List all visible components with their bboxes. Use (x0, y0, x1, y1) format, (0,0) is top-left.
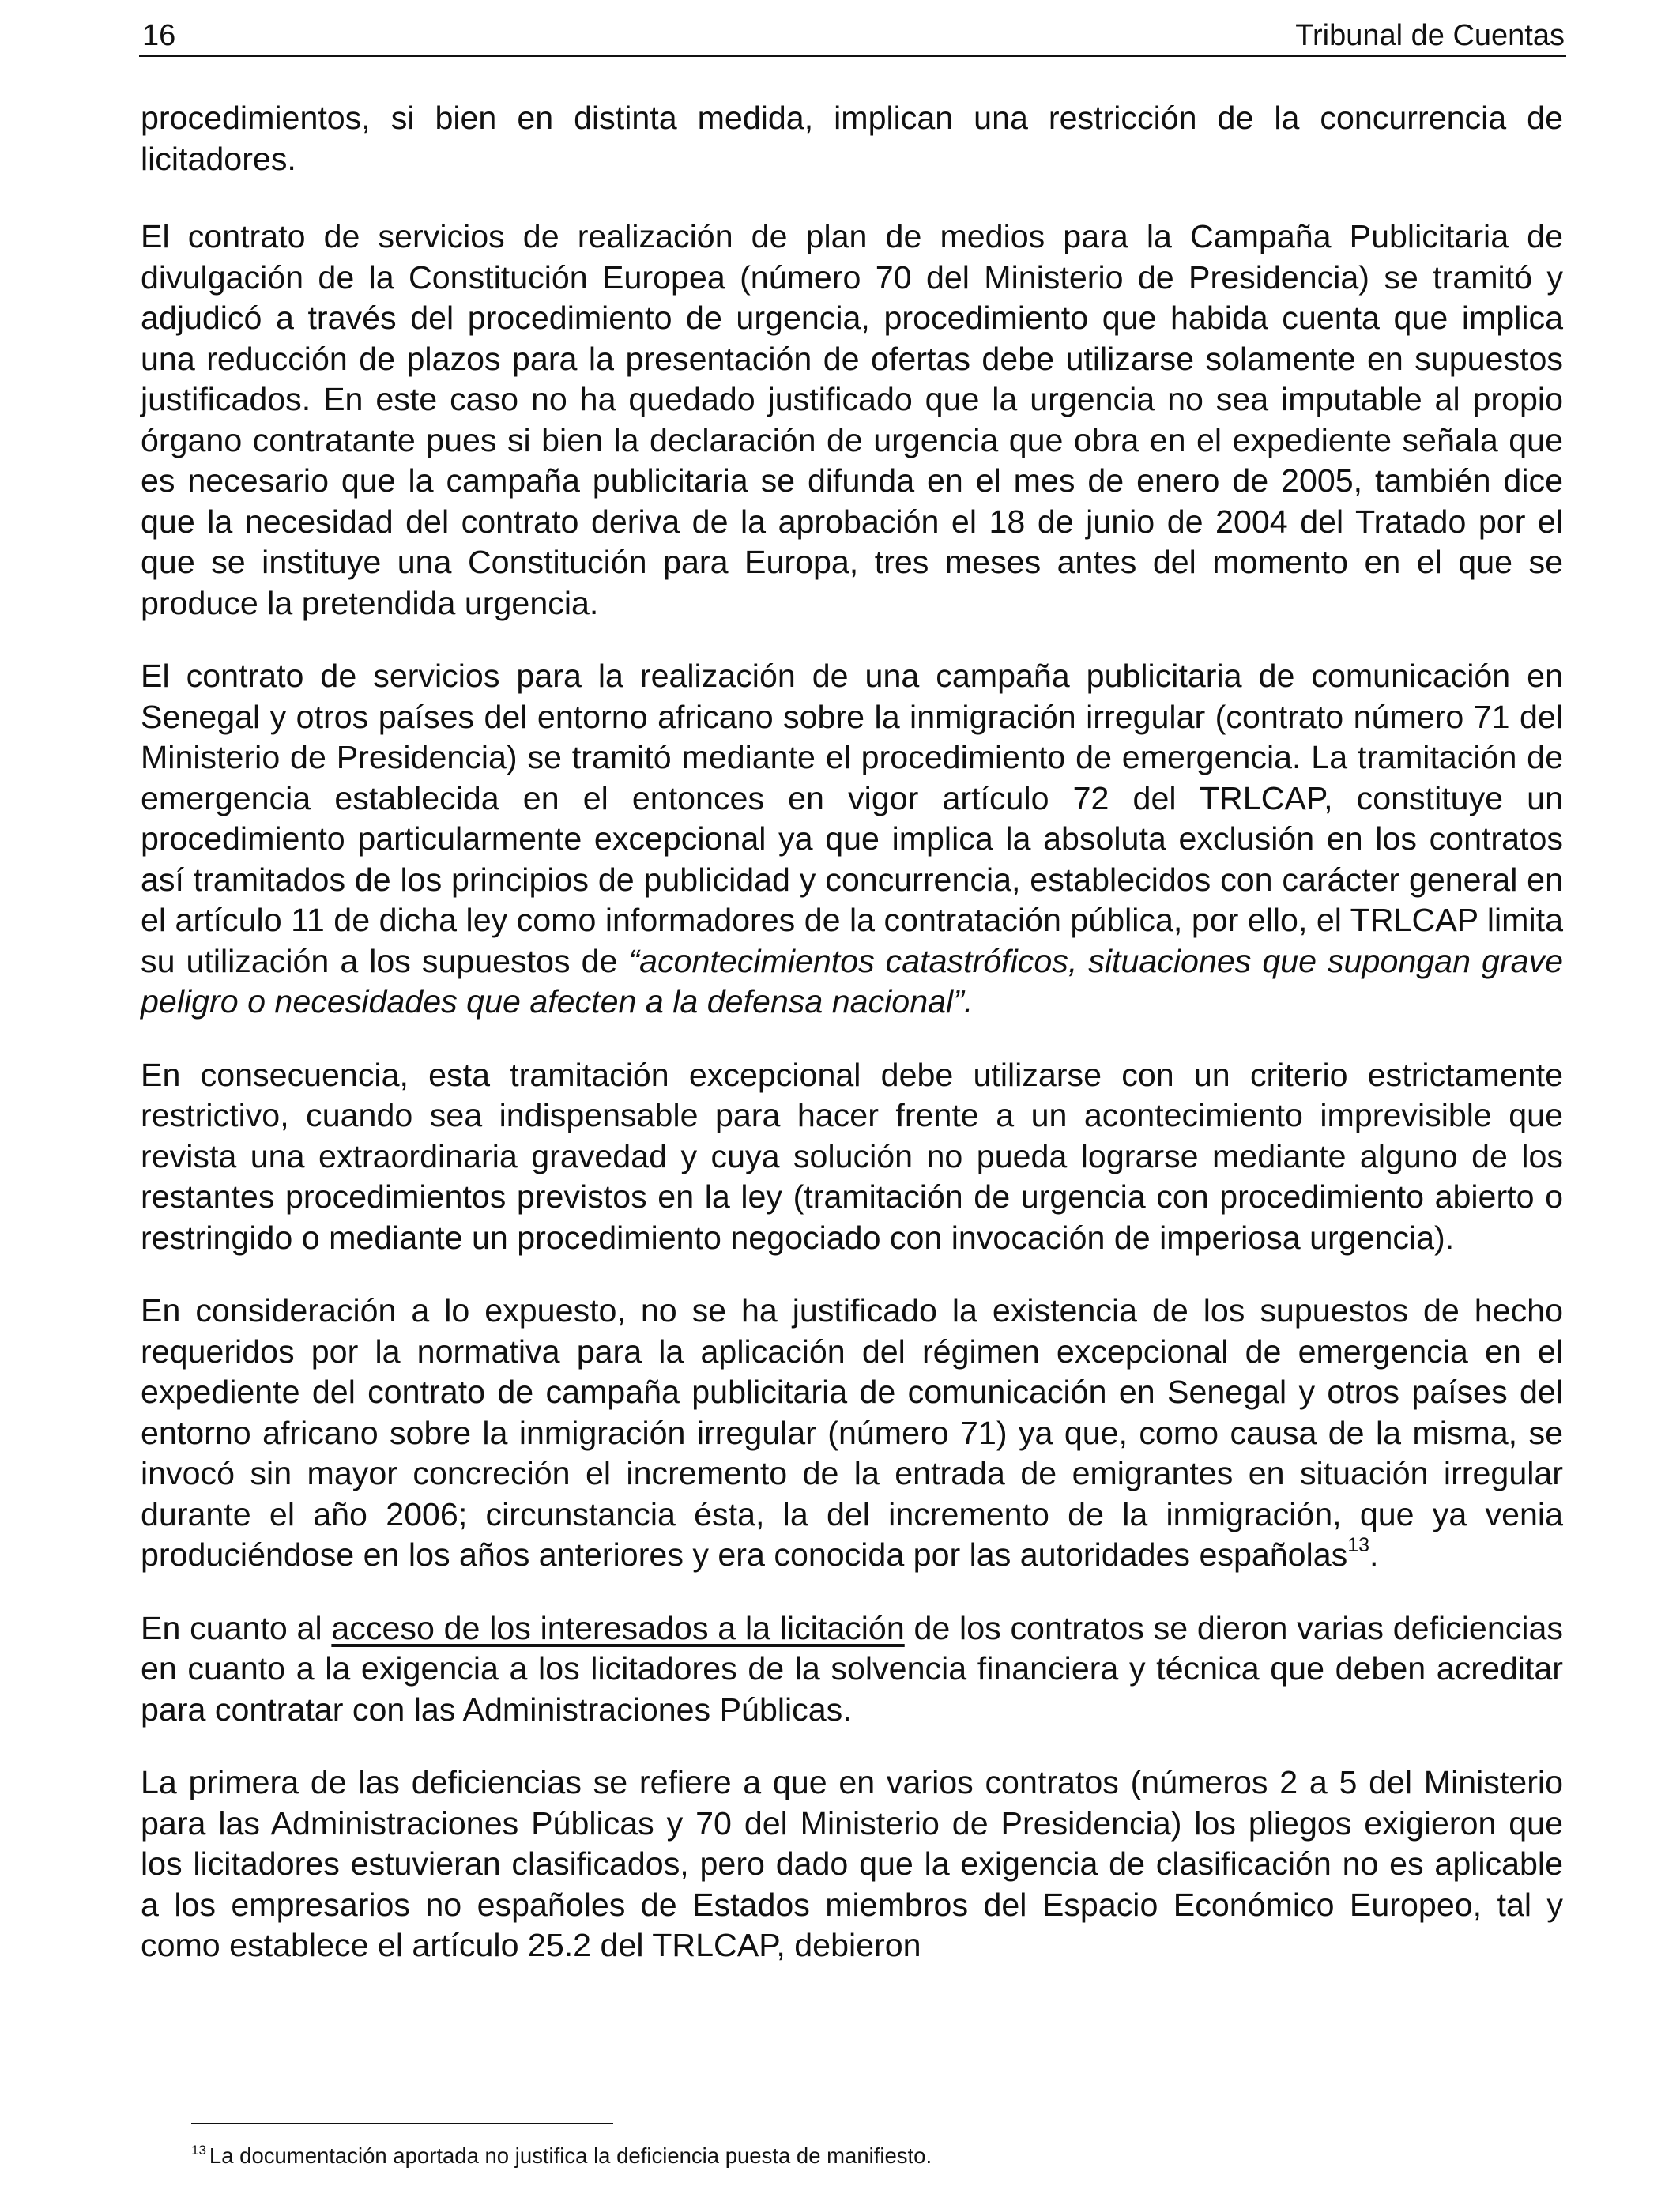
paragraph-2: El contrato de servicios de realización de plan de medios para la Campaña Publicitaria de divulgación de la Constitución Europea (número 70 del Ministerio de Presidencia) se tramitó y adjudicó a través del procedimiento de urgencia, procedimiento que habida cuenta que implica una reducción de plazos para la presentación de ofertas debe utilizarse solamente en supuestos justificados. En este caso no ha quedado justificado que la urgencia no sea imputable al propio órgano contratante pues si bien la declaración de urgencia que obra en el expediente señala que es necesario que la campaña publicitaria se difunda en el mes de enero de 2005, también dice que la necesidad del contrato deriva de la aprobación el 18 de junio de 2004 del Tratado por el que se instituye una Constitución para Europa, tres meses antes del momento en el que se produce la pretendida urgencia. (141, 218, 1563, 621)
paragraph-3-text: El contrato de servicios para la realización de una campaña publicitaria de comunicación en Senegal y otros países del entorno africano sobre la inmigración irregular (contrato número 71 del Ministerio de Presidencia) se tramitó mediante el procedimiento de emergencia. La tramitación de emergencia establecida en el entonces en vigor artículo 72 del TRLCAP, constituye un procedimiento particularmente excepcional ya que implica la absoluta exclusión en los contratos así tramitados de los principios de publicidad y concurrencia, establecidos con carácter general en el artículo 11 de dicha ley como informadores de la contratación pública, por ello, el TRLCAP limita su utilización a los supuestos de (141, 658, 1563, 979)
paragraph-5-text: En consideración a lo expuesto, no se ha justificado la existencia de los supuestos de hecho requeridos por la normativa para la aplicación del régimen excepcional de emergencia en el expediente del contrato de campaña publicitaria de comunicación en Senegal y otros países del entorno africano sobre la inmigración irregular (número 71) ya que, como causa de la misma, se invocó sin mayor concreción el incremento de la entrada de emigrantes en situación irregular durante el año 2006; circunstancia ésta, la del incremento de la inmigración, que ya venia produciéndose en los años anteriores y era conocida por las autoridades españolas (141, 1292, 1563, 1573)
paragraph-7: La primera de las deficiencias se refiere a que en varios contratos (números 2 a 5 del Ministerio para las Administraciones Públicas y 70 del Ministerio de Presidencia) los pliegos exigieron que los licitadores estuvieran clasificados, pero dado que la exigencia de clasificación no es aplicable a los empresarios no españoles de Estados miembros del Espacio Económico Europeo, tal y como establece el artículo 25.2 del TRLCAP, debieron (141, 1764, 1563, 1963)
footnote-text: La documentación aportada no justifica la deficiencia puesta de manifiesto. (209, 2143, 932, 2168)
document-body (141, 98, 1563, 1966)
header-title: Tribunal de Cuentas (1295, 19, 1565, 52)
paragraph-4: En consecuencia, esta tramitación excepcional debe utilizarse con un criterio estrictamente restrictivo, cuando sea indispensable para hacer frente a un acontecimiento imprevisible que revista una extraordinaria gravedad y cuya solución no pueda lograrse mediante alguno de los restantes procedimientos previstos en la ley (tramitación de urgencia con procedimiento abierto o restringido o mediante un procedimiento negociado con invocación de imperiosa urgencia). (141, 1056, 1563, 1256)
page-number: 16 (142, 19, 176, 52)
footnote-reference[interactable]: 13 (1347, 1534, 1370, 1556)
paragraph-5-end: . (1369, 1536, 1379, 1573)
footnote (191, 2142, 932, 2170)
paragraph-6-start: En cuanto al (141, 1609, 332, 1646)
paragraph-5 (141, 1291, 1563, 1576)
paragraph-6 (141, 1608, 1563, 1731)
paragraph-3 (141, 656, 1563, 1023)
paragraph-1: procedimientos, si bien en distinta medida, implican una restricción de la concurrencia de licitadores. (141, 100, 1563, 177)
page-header (139, 13, 1566, 57)
paragraph-6-end: de los contratos se dieron varias deficiencias en cuanto a la exigencia a los licitadores de la solvencia financiera y técnica que deben acreditar para contratar con las Administraciones Públicas. (141, 1609, 1563, 1728)
footnote-number: 13 (191, 2143, 206, 2158)
legal-quote: “acontecimientos catastróficos, situaciones que supongan grave peligro o necesidades que afecten a la defensa nacional”. (141, 942, 1563, 1020)
footnote-separator (191, 2123, 613, 2124)
underlined-topic: acceso de los interesados a la licitación (331, 1609, 905, 1646)
